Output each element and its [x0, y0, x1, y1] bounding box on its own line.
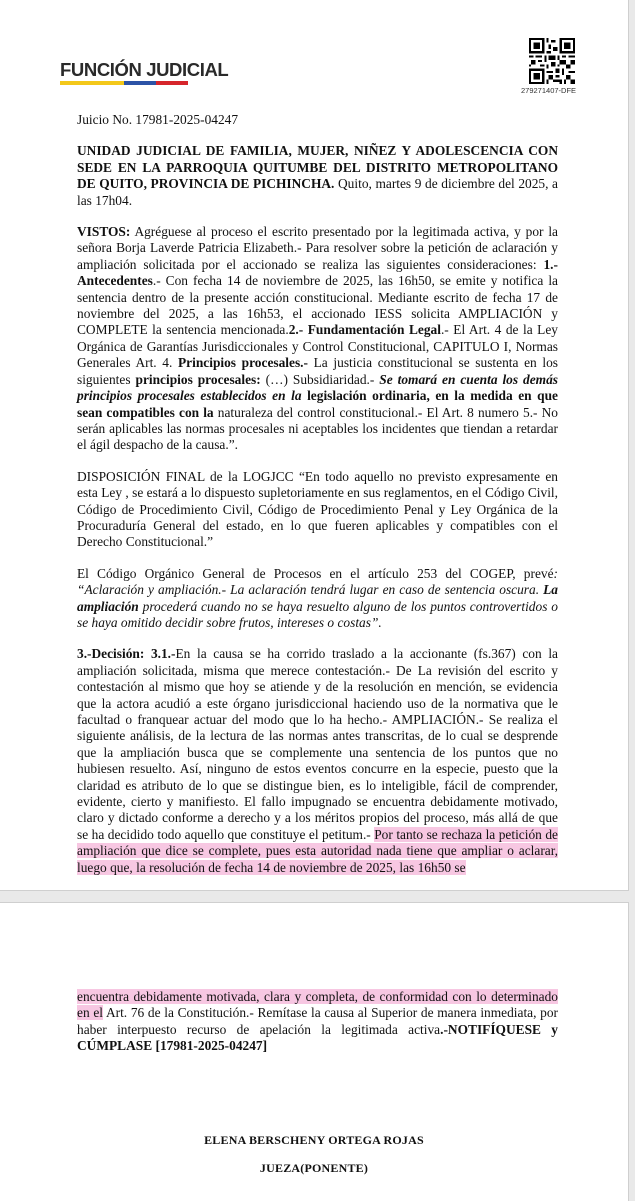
qr-code-icon — [529, 38, 575, 84]
document-body — [77, 112, 558, 891]
fundamentacion-heading: 2.- Fundamentación Legal — [288, 322, 441, 338]
vistos-text-1: Agréguese al proceso el escrito presentado por la legitimada activa, y por la señora Borja Laverde Patricia Elizabeth.- Para resolver sobre la petición de aclaración y ampliación solicitada por el accionado se realiza las siguientes consideraciones: — [77, 224, 558, 272]
closing-text: Art. 76 de la Constitución.- Remítase la causa al Superior de manera inmediata, por haber interpuesto recurso de apelación la legitimada activa — [77, 1005, 559, 1037]
vistos-text-3: .- El Art. 4 de la Ley Orgánica de Garantías Jurisdiccionales y Control Constitucional, CAPITULO I, Normas Generales Art. 4. — [77, 322, 558, 371]
decision-text: En la causa se ha corrido traslado a la accionante (fs.367) con la ampliación solicitada, misma que merece contestación.- De La revisión del escrito y contestación al mismo que hoy se atiende y de la resolución en mención, se evidencia que la actora acudió a este órgano jurisdiccional haciendo uso de la normativa que le facultad o franquear actuar del modo que lo ha hecho.- AMPLIACIÓN.- Se realiza el siguiente análisis, de la lectura de las normas antes transcritas, de lo cual se desprende que la ampliación busca que se complemente una sentencia de los puntos que no hubiesen resuelto. Así, ninguno de estos eventos concurre en la especie, puesto que la claridad es atributo de lo que se distingue bien, es lo inteligible, fácil de comprender, evidente, cierto y manifiesto. El fallo impugnado se encuentra debidamente motivado, claro y dictado conforme a derecho y a los méritos propios del proceso, más allá de que se ha decidido todo aquello que constituye el petitum.- — [77, 646, 558, 842]
cogep-quote-1: : “Aclaración y ampliación.- La aclaración tendrá lugar en caso de sentencia oscura. — [77, 565, 558, 598]
antecedentes-heading: 1.- Antecedentes — [77, 256, 558, 289]
flag-yellow — [60, 81, 124, 85]
cogep-quote-2: procederá cuando no se haya resuelto alguno de los puntos controvertidos o se haya omitido decidir sobre frutos, intereses o costas”. — [77, 598, 558, 630]
court-name: UNIDAD JUDICIAL DE FAMILIA, MUJER, NIÑEZ Y ADOLESCENCIA CON SEDE EN LA PARROQUIA QUITUMBE DEL DISTRITO METROPOLITANO DE QUITO, PROVINCIA DE PICHINCHA. — [77, 143, 558, 192]
cogep-text-1: El Código Orgánico General de Procesos en el artículo 253 del COGEP, prevé — [77, 565, 554, 581]
vistos-emphasis-1: Se tomará en cuenta los demás principios procesales establecidos en la — [77, 371, 558, 404]
vistos-paragraph — [77, 224, 558, 454]
signature-title: JUEZA(PONENTE) — [259, 1161, 369, 1175]
flag-red — [156, 81, 188, 85]
document-page-2 — [0, 902, 629, 1201]
closing-highlighted-text: encuentra debidamente motivada, clara y completa, de conformidad con lo determinado en el — [77, 989, 558, 1021]
cogep-ampliacion: La ampliación — [77, 582, 558, 614]
funcion-judicial-logo — [60, 59, 229, 85]
vistos-text-5: (…) Subsidiaridad.- — [260, 371, 380, 387]
vistos-label: VISTOS: — [77, 224, 131, 240]
cogep-paragraph — [77, 566, 558, 632]
principios-heading: Principios procesales.- — [177, 355, 308, 371]
date-line: Quito, martes 9 de diciembre del 2025, a las 17h04. — [77, 176, 558, 208]
closing-paragraph — [77, 989, 558, 1055]
vistos-text-6: naturaleza del control constitucional.- El Art. 8 numero 5.- No serán aplicables las normas procesales ni aceptables los incidentes que tiendan a retardar el ágil despacho de la causa.”. — [77, 404, 559, 453]
qr-code-label: 279271407-DFE — [521, 86, 577, 95]
decision-paragraph — [77, 646, 558, 876]
vistos-emphasis-2: legislación ordinaria, en la medida en que sean compatibles con la — [77, 388, 558, 420]
court-header — [77, 143, 558, 209]
decision-heading: 3.-Decisión: 3.1.- — [77, 646, 176, 662]
principios-label: principios procesales: — [135, 371, 261, 387]
decision-highlighted-text: Por tanto se rechaza la petición de ampliación que dice se complete, pues esta autoridad nada tiene que ampliar o aclarar, luego que, la resolución de fecha 14 de noviembre de 2025, las 16h50 se — [77, 826, 558, 875]
document-body-continued — [77, 989, 558, 1070]
disposicion-paragraph: DISPOSICIÓN FINAL de la LOGJCC “En todo aquello no previsto expresamente en esta Ley , se estará a lo dispuesto supletoriamente en sus reglamentos, en el Código Civil, Código de Procedimiento Civil, Código de Procedimiento Penal y Ley Orgánica de la Procuraduría General del estado, en lo que fueren aplicables y compatibles con el Derecho Constitucional.” — [77, 468, 558, 550]
logo-text: FUNCIÓN JUDICIAL — [60, 59, 229, 80]
vistos-text-2: .- Con fecha 14 de noviembre de 2025, las 16h50, se emite y notifica la sentencia dentro de la presente acción constitucional. Mediante escrito de fecha 17 de noviembre del 2025, a las 16h53, el accionado IESS solicita AMPLIACIÓN y COMPLETE la sentencia mencionada. — [77, 273, 558, 338]
case-number: Juicio No. 17981-2025-04247 — [77, 112, 239, 127]
flag-stripe — [60, 81, 188, 85]
vistos-text-4: La justicia constitucional se sustenta en los siguientes — [77, 355, 558, 387]
signature-name: ELENA BERSCHENY ORTEGA ROJAS — [204, 1133, 424, 1147]
flag-blue — [124, 81, 156, 85]
notifiquese-text: .-NOTIFÍQUESE y CÚMPLASE [17981-2025-04247] — [77, 1021, 558, 1054]
